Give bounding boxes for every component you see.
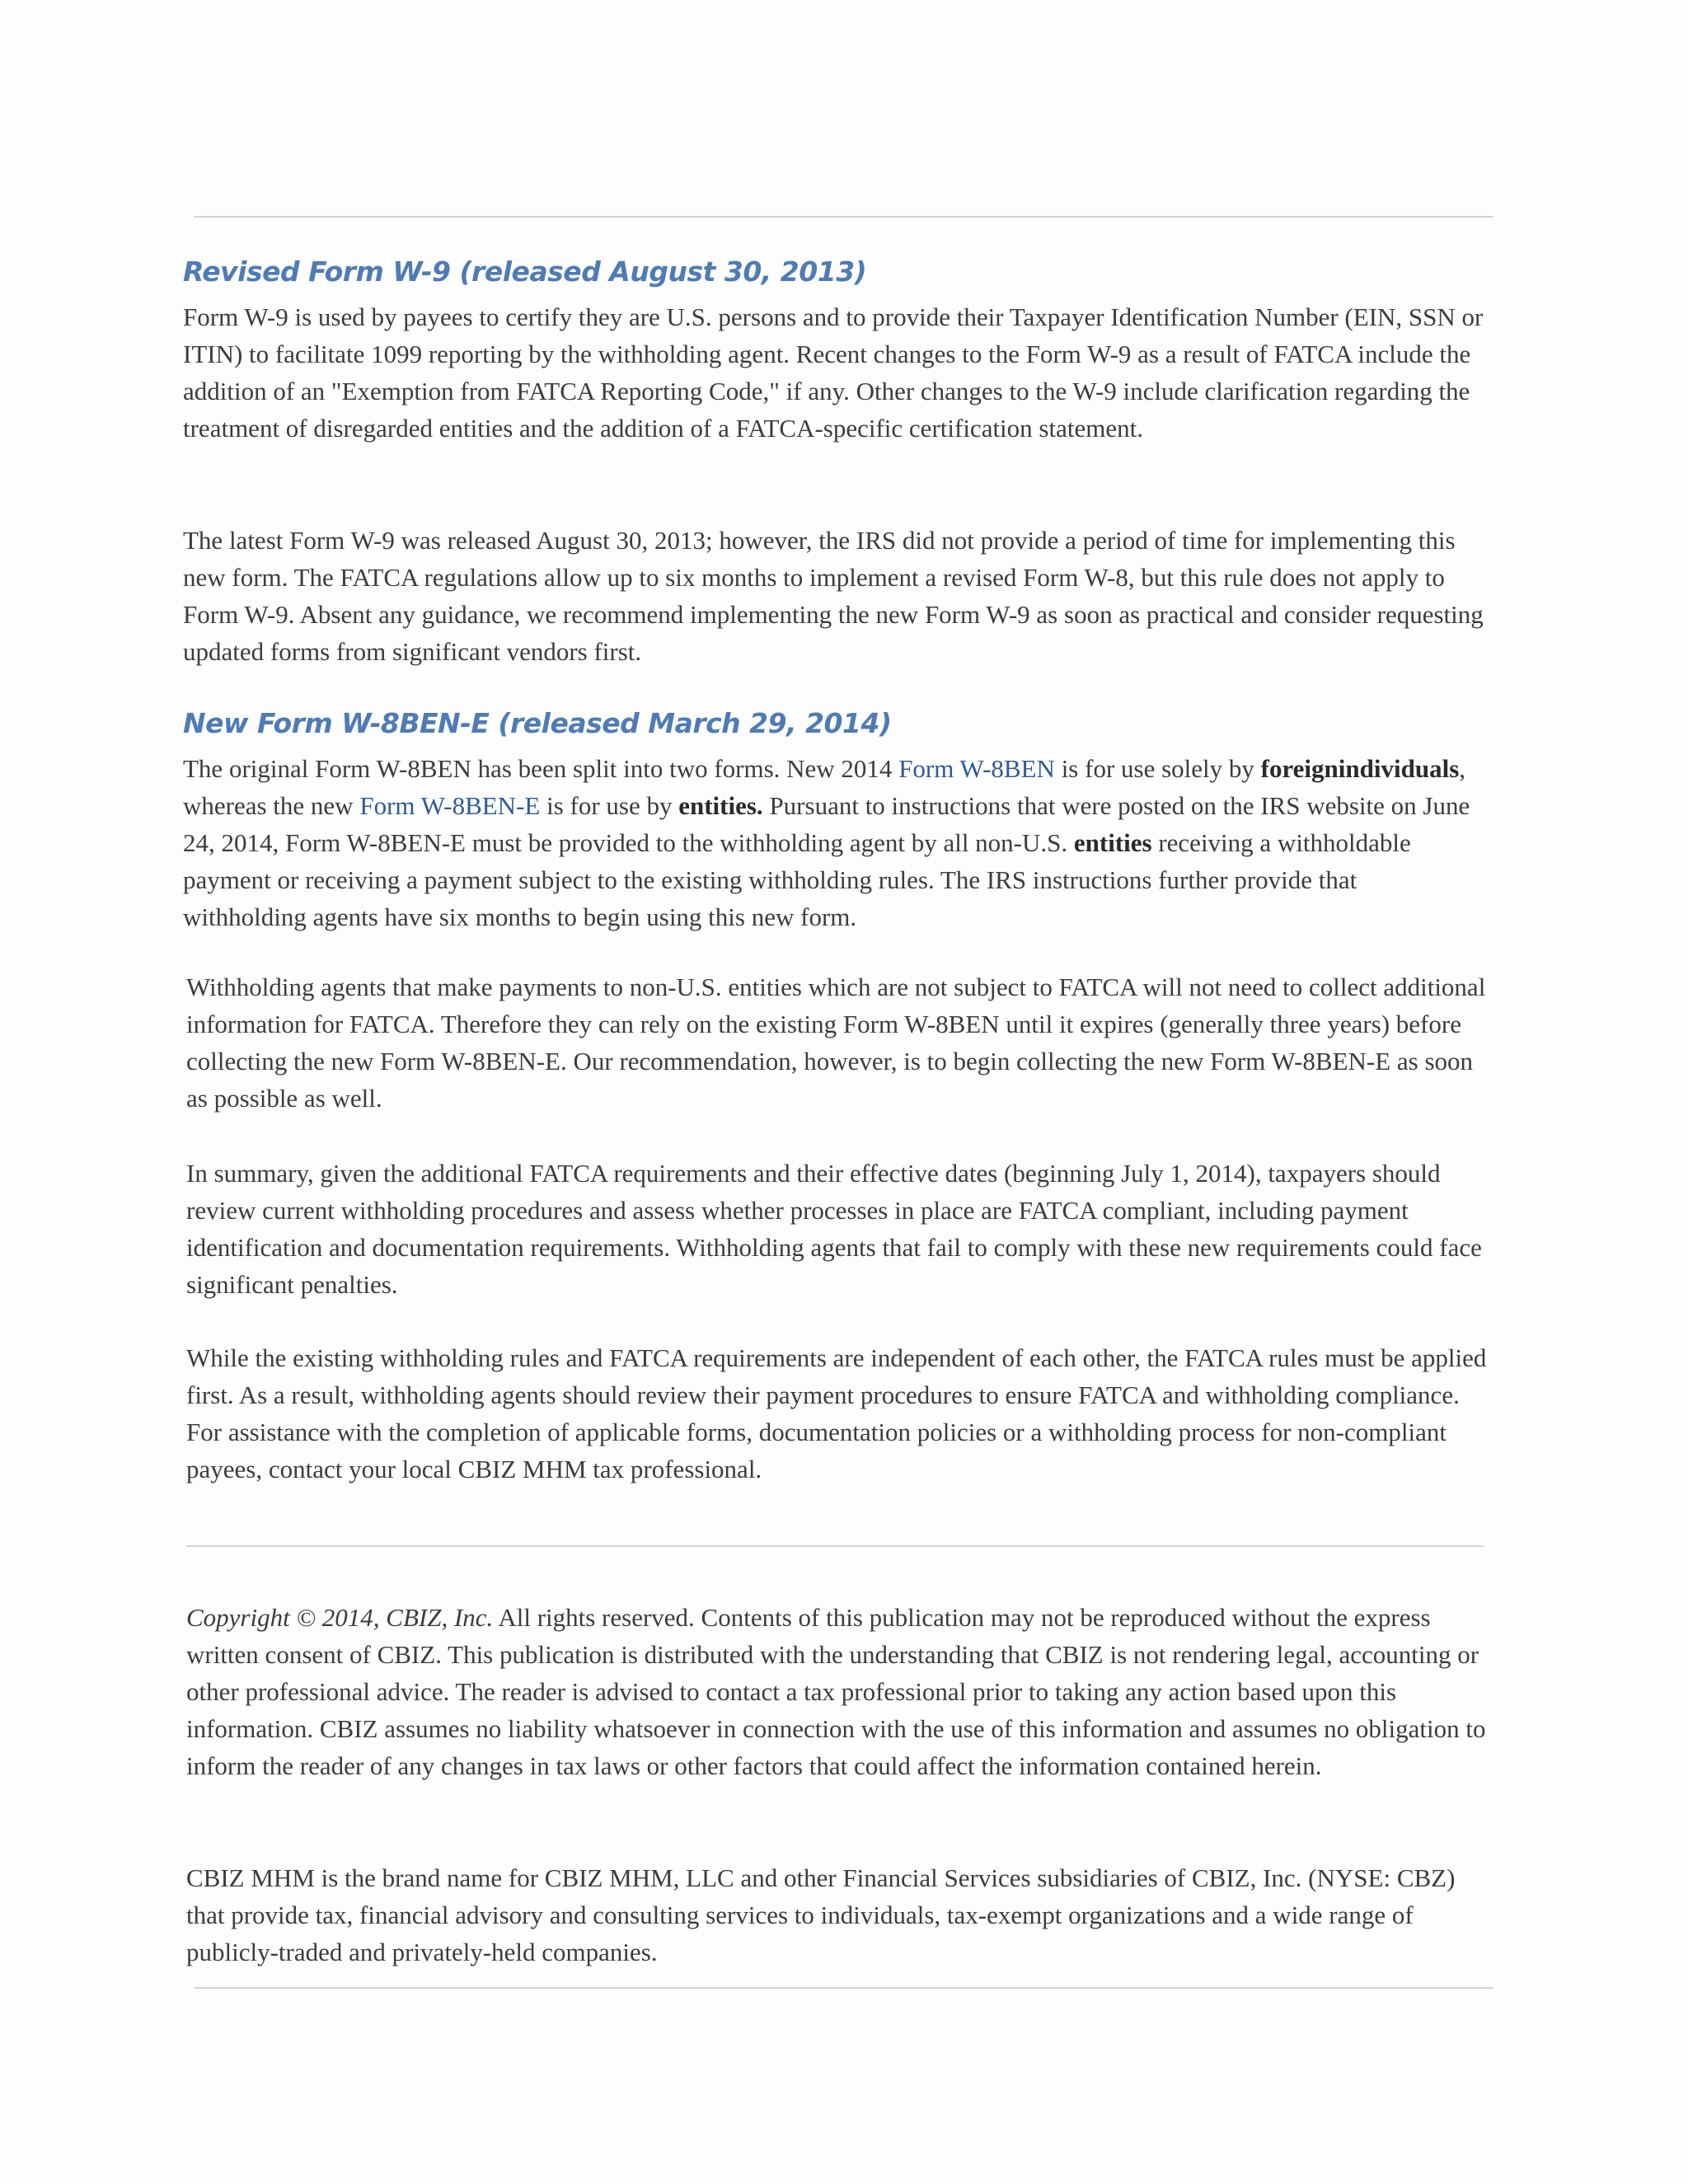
bold-foreignindividuals: foreignindividuals (1260, 754, 1460, 783)
form-w8bene-link[interactable]: Form W-8BEN-E (359, 791, 541, 820)
text-run: is for use solely by (1054, 754, 1261, 783)
brand-paragraph: CBIZ MHM is the brand name for CBIZ MHM, LLC and other Financial Services subsidiaries of CBIZ, Inc. (NYSE: CBZ) that provide tax, financial advisory and consulting services to individuals, tax-exempt organizations and a wide range of publicly-traded and privately-held companies. (186, 1863, 1456, 1966)
w9-paragraph-1: Form W-9 is used by payees to certify they are U.S. persons and to provide their Taxpayer Identification Number (EIN, SSN or ITIN) to facilitate 1099 reporting by the withholding agent. Recent changes to the Form W-9 as a result of FATCA include the addition of an "Exemption from FATCA Reporting Code," if any. Other changes to the W-9 include clarification regarding the treatment of disregarded entities and the addition of a FATCA-specific certification statement. (183, 302, 1484, 443)
copyright-paragraph (186, 1599, 1489, 1784)
top-divider (194, 216, 1493, 218)
form-w8ben-link[interactable]: Form W-8BEN (898, 754, 1055, 783)
w9-heading: Revised Form W-9 (released August 30, 2013) (183, 255, 867, 288)
w8bene-heading: New Form W-8BEN-E (released March 29, 2014) (183, 707, 892, 739)
text-run: Pursuant to instructions that were posted on the IRS website on June 24, 2014, Form W-8BEN-E must be provided to the withholding agent by all non-U.S. (183, 791, 1470, 857)
w8bene-paragraph-1 (183, 750, 1485, 935)
middle-divider (186, 1545, 1484, 1547)
bold-entities: entities. (678, 791, 763, 820)
w8bene-paragraph-3: In summary, given the additional FATCA requirements and their effective dates (beginning July 1, 2014), taxpayers should review current withholding procedures and assess whether processes in place are FATCA compliant, including payment identification and documentation requirements. Withholding agents that fail to comply with these new requirements could face significant penalties. (186, 1159, 1482, 1299)
bold-entities-2: entities (1073, 828, 1152, 857)
text-run: receiving a withholdable payment or receiving a payment subject to the existing withholding rules. The IRS instructions further provide that withholding agents have six months to begin using this new form. (183, 828, 1411, 931)
bottom-divider (194, 1987, 1493, 1989)
copyright-notice: Copyright © 2014, CBIZ, Inc. (186, 1603, 494, 1632)
w8bene-paragraph-2: Withholding agents that make payments to non-U.S. entities which are not subject to FATCA will not need to collect additional information for FATCA. Therefore they can rely on the existing Form W-8BEN until it expires (generally three years) before collecting the new Form W-8BEN-E. Our recommendation, however, is to begin collecting the new Form W-8BEN-E as soon as possible as well. (186, 972, 1486, 1113)
w8bene-paragraph-4: While the existing withholding rules and FATCA requirements are independent of each other, the FATCA rules must be applied first. As a result, withholding agents should review their payment procedures to ensure FATCA and withholding compliance. For assistance with the completion of applicable forms, documentation policies or a withholding process for non-compliant payees, contact your local CBIZ MHM tax professional. (186, 1343, 1487, 1483)
w9-paragraph-2: The latest Form W-9 was released August 30, 2013; however, the IRS did not provide a period of time for implementing this new form. The FATCA regulations allow up to six months to implement a revised Form W-8, but this rule does not apply to Form W-9. Absent any guidance, we recommend implementing the new Form W-9 as soon as practical and consider requesting updated forms from significant vendors first. (183, 526, 1484, 666)
text-run: The original Form W-8BEN has been split into two forms. New 2014 (183, 754, 899, 783)
text-run: , whereas the new (183, 754, 1466, 820)
text-run: is for use by (540, 791, 679, 820)
copyright-text: All rights reserved. Contents of this publication may not be reproduced without the express written consent of CBIZ. This publication is distributed with the understanding that CBIZ is not rendering legal, accounting or other professional advice. The reader is advised to contact a tax professional prior to taking any action based upon this information. CBIZ assumes no liability whatsoever in connection with the use of this information and assumes no obligation to inform the reader of any changes in tax laws or other factors that could affect the information contained herein. (186, 1603, 1486, 1780)
